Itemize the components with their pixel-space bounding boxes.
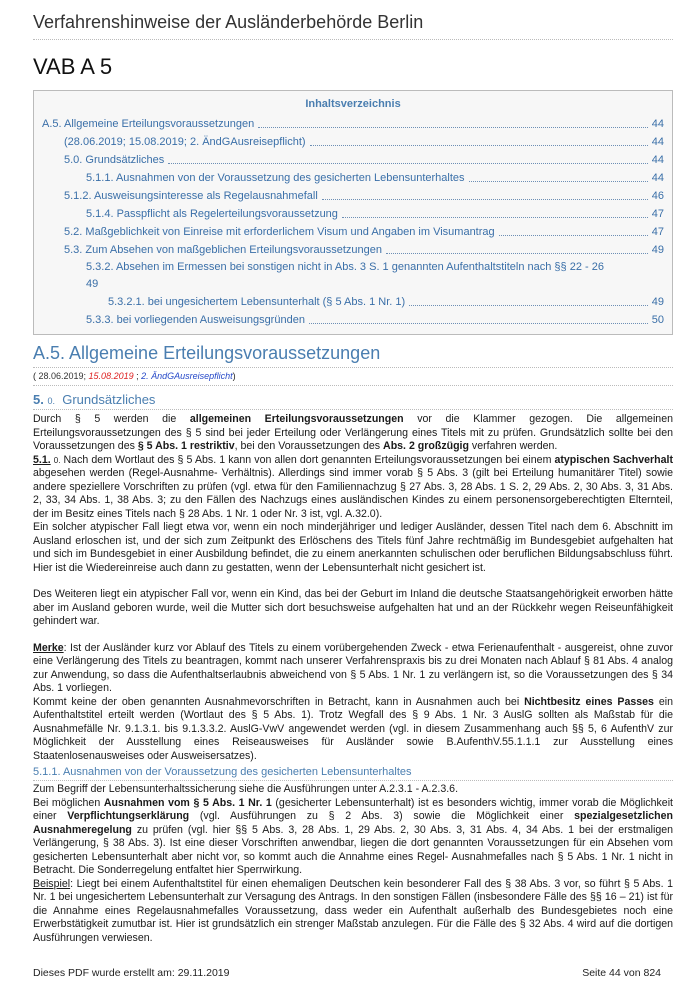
toc-entry[interactable] — [42, 151, 664, 169]
paragraph: Bei möglichen Ausnahmen vom § 5 Abs. 1 Nr. 1 (gesicherter Lebensunterhalt) ist es besonders wichtig, immer vorab die Möglichkeit einer Verpflichtungserklärung (vgl. Ausführungen zu § 2 Abs. 3) sowie die Möglichkeit einer spezialgesetzlichen Ausnahmeregelung zu prüfen (vgl. hier §§ 5 Abs. 3, 28 Abs. 1, 29 Abs. 2, 30 Abs. 3, 31 Abs. 4, 34 Abs. 1 bei der erstmaligen Verlängerung, § 38 Abs. 3). Ist eine dieser Vorschriften anwendbar, liegen die dort genannten Voraussetzungen für ein Absehen vom gesicherten Lebensunterhalt aber nicht vor, so kommt auch die Annahme eines Regel- Ausnahmefalles nach § 5 Abs. 1 Nr. 1 nicht in Betracht. Die Sonderregelung entfaltet hier Sperrwirkung. — [33, 796, 673, 876]
toc-entry[interactable] — [42, 293, 664, 311]
toc-entry-page: 44 — [651, 136, 664, 148]
toc-entry[interactable] — [42, 241, 664, 259]
footer-page-number: Seite 44 von 824 — [582, 967, 661, 979]
toc-entry-page: 47 — [651, 226, 664, 238]
paragraph: Durch § 5 werden die allgemeinen Erteilungsvoraussetzungen vor die Klammer gezogen. Die allgemeinen Erteilungsvoraussetzungen des § 5 sind bei jeder Erteilung oder Verlängerung eines Titels mit zu prüfen. Grundsätzlich sollte bei den Voraussetzungen des § 5 Abs. 1 restriktiv, bei den Voraussetzungen des Abs. 2 großzügig verfahren werden. — [33, 413, 673, 452]
toc-entry[interactable] — [42, 169, 664, 187]
footer-created-date: Dieses PDF wurde erstellt am: 29.11.2019 — [33, 967, 230, 979]
paragraph: Des Weiteren liegt ein atypischer Fall vor, wenn ein Kind, das bei der Geburt im Inland die deutsche Staatsangehörigkeit erworben hätte aber im Ausland geboren wurde, weil die Mutter sich dort besuchsweise aufgehalten hat und an der Rückkehr wegen Reiseunfähigkeit gehindert war. — [33, 588, 673, 627]
toc-entry-page: 49 — [86, 278, 99, 290]
toc-entry-page: 49 — [651, 244, 664, 256]
toc-entry-text: 5.3.2.1. bei ungesichertem Lebensunterhalt (§ 5 Abs. 1 Nr. 1) — [108, 296, 406, 308]
section-heading: A.5. Allgemeine Erteilungsvoraussetzungen — [33, 343, 673, 368]
toc-entry-page: 44 — [651, 172, 664, 184]
toc-entry[interactable] — [42, 133, 664, 151]
paragraph: Merke: Ist der Ausländer kurz vor Ablauf des Titels zu einem vorübergehenden Zweck - etwa Ferienaufenthalt - ausgereist, ohne zuvor eine Verlängerung des Titels zu beantragen, kommt nach unserer Verfahrenspraxis bis zu drei Monaten nach Ablauf § 81 Abs. 4 analog zur Anwendung, so dass die Aufenthaltserlaubnis abweichend von § 5 Abs. 1 Nr. 1 zu verlängern ist, so die Voraussetzungen des § 34 Abs. 1 vorliegen. — [33, 641, 673, 694]
document-title: VAB A 5 — [33, 54, 113, 79]
toc-heading: Inhaltsverzeichnis — [305, 98, 401, 110]
toc-entry[interactable] — [42, 115, 664, 133]
toc-entry-page: 47 — [651, 208, 664, 220]
paragraph: Ein solcher atypischer Fall liegt etwa vor, wenn ein noch minderjähriger und lediger Ausländer, dessen Titel nach dem 6. Abschnitt im Ausland erloschen ist, und der sich zum Zeitpunkt des Erlöschens des Titels fünf Jahre rechtmäßig im Bundesgebiet aufgehalten hat und sich im Bundesgebiet in einer Ausbildung befindet, die zu einem anerkannten schulischen oder beruflichen Bildungsabschluss führt. Hier ist die Wiedereinreise auch dann zu gestatten, wenn der Lebensunterhalt nicht gesichert ist. — [33, 521, 673, 574]
paragraph: 5.1. 0. Nach dem Wortlaut des § 5 Abs. 1 kann von allen dort genannten Erteilungsvoraussetzungen bei einem atypischen Sachverhalt abgesehen werden (Regel-Ausnahme- Verhältnis). Allerdings sind immer vorab § 5 Abs. 3 (gilt bei Erteilung humanitärer Titel) sowie andere speziellere Vorschriften zu prüfen (vgl. etwa für den Familiennachzug § 27 Abs. 3, 28 Abs. 1 S. 2, 29 Abs. 2, 30 Abs. 3, 31 Abs. 2, 33, 34 Abs. 1, 38 Abs. 3; zu den Fällen des Nachzugs eines ausländischen Kindes zu einem personensorgeberechtigten Elternteil, der im Besitz eines Titels nach § 28 Abs. 1 Nr. 1 oder Nr. 3 ist, vgl. A.32.0). — [33, 453, 673, 520]
site-title: Verfahrenshinweise der Ausländerbehörde Berlin — [33, 12, 673, 40]
toc-entry[interactable] — [42, 205, 664, 223]
toc-entry-text: 5.2. Maßgeblichkeit von Einreise mit erforderlichem Visum und Angaben im Visumantrag — [64, 226, 495, 238]
toc-entry[interactable] — [42, 259, 664, 293]
toc-entry[interactable] — [42, 187, 664, 205]
toc-entry-page: 50 — [651, 314, 664, 326]
toc-entry-page: 44 — [651, 118, 664, 130]
table-of-contents — [33, 90, 673, 335]
toc-entry-page: 49 — [651, 296, 664, 308]
toc-entry[interactable] — [42, 223, 664, 241]
history-law-link[interactable]: 2. ÄndGAusreisepflicht — [141, 371, 233, 381]
toc-entry-text: A.5. Allgemeine Erteilungsvoraussetzungen — [42, 118, 255, 130]
body-text — [33, 783, 673, 945]
toc-entry-text: 5.3.3. bei vorliegenden Ausweisungsgründen — [86, 314, 305, 326]
page-footer — [33, 967, 661, 979]
history-date-highlighted: 15.08.2019 — [88, 371, 134, 381]
toc-entry-text: 5.3. Zum Absehen von maßgeblichen Erteilungsvoraussetzungen — [64, 244, 382, 256]
paragraph: Zum Begriff der Lebensunterhaltssicherung siehe die Ausführungen unter A.2.3.1 - A.2.3.6. — [33, 783, 459, 795]
subsection-heading-5-1-1: 5.1.1. Ausnahmen von der Voraussetzung des gesicherten Lebensunterhaltes — [33, 766, 673, 781]
toc-entry-text: 5.3.2. Absehen im Ermessen bei sonstigen nicht in Abs. 3 S. 1 genannten Aufenthaltstiteln nach §§ 22 - 26 — [86, 261, 604, 273]
toc-entry-page: 44 — [651, 154, 664, 166]
toc-entry-text: 5.1.1. Ausnahmen von der Voraussetzung des gesicherten Lebensunterhaltes — [86, 172, 465, 184]
paragraph: Beispiel: Liegt bei einem Aufenthaltstitel für einen ehemaligen Deutschen kein besonderer Fall des § 38 Abs. 3 vor, so führt § 5 Abs. 1 Nr. 1 bei ungesichertem Lebensunterhalt zur Versagung des Antrags. In den sonstigen Fällen (insbesondere Fälle des §§ 16 – 21) ist für die Annahme eines Regelausnahmefalles Voraussetzung, dass weder ein Aufenthalt außerhalb des Bundesgebietes noch eine Erwerbstätigkeit zumutbar ist. Hier ist grundsätzlich ein strenger Maßstab anzulegen. Für die Fälle des § 32 Abs. 4 wird auf die dortigen Ausführungen verwiesen. — [33, 877, 673, 944]
toc-entry-page: 46 — [651, 190, 664, 202]
toc-entry-text: 5.1.4. Passpflicht als Regelerteilungsvoraussetzung — [86, 208, 338, 220]
history-date: 28.06.2019; — [38, 371, 89, 381]
document-page — [33, 0, 673, 945]
body-text — [33, 413, 673, 763]
section-history: ( 28.06.2019; 15.08.2019 ; 2. ÄndGAusreisepflicht) — [33, 371, 673, 386]
toc-entry[interactable] — [42, 311, 664, 329]
toc-entry-text: (28.06.2019; 15.08.2019; 2. ÄndGAusreisepflicht) — [64, 136, 306, 148]
toc-entry-text: 5.0. Grundsätzliches — [64, 154, 165, 166]
paragraph: Kommt keine der oben genannten Ausnahmevorschriften in Betracht, kann in Ausnahmen auch bei Nichtbesitz eines Passes ein Aufenthaltstitel erteilt werden (Wortlaut des § 5 Abs. 1). Trotz Wegfall des § 9 Abs. 1 Nr. 3 AuslG sollten als Maßstab für die Ausnahmefälle Nr. 9.1.3.1. bis 9.1.3.3.2. AuslG-VwV angewendet werden (vgl. in diesem Zusammenhang auch §§ 5, 6 AufenthV zur Möglichkeit der Ausstellung eines Reiseausweises für Ausländer sowie B.AufenthV.55.1.1.1 zur Ausstellung eines Staatenlosenausweises oder Ausweisersatzes). — [33, 695, 673, 762]
subsection-heading-5-0: 5. 0. Grundsätzliches — [33, 392, 673, 410]
toc-entry-text: 5.1.2. Ausweisungsinteresse als Regelausnahmefall — [64, 190, 318, 202]
